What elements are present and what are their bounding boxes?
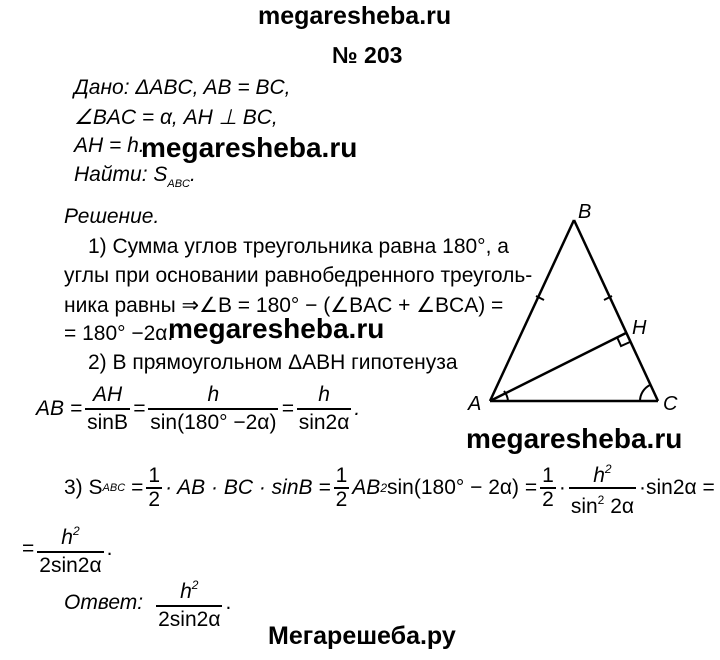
eq3b-den: 2sin2α	[39, 554, 102, 577]
eq3-start: 3) S	[64, 476, 103, 499]
eq3-f4-den-sin: sin	[570, 495, 598, 518]
answer-fraction	[156, 572, 222, 633]
step1-line-2: углы при основании равнобедренного треуголь-	[64, 264, 533, 287]
eq3-f1-den: 2	[148, 488, 161, 511]
eq3-f4-den-sup: 2	[597, 493, 605, 507]
eq2-end: .	[354, 397, 361, 420]
eq3b-num-h: h	[61, 526, 73, 549]
watermark-top: megaresheba.ru	[258, 2, 452, 30]
eq3-fraction-1	[146, 465, 162, 511]
step2-text: 2) В прямоугольном ΔABH гипотенуза	[88, 351, 458, 374]
watermark-mid-3: megaresheba.ru	[466, 423, 683, 454]
eq3-dot: ·	[558, 476, 566, 499]
eq2-f3-num: h	[297, 382, 352, 410]
equation-area	[64, 458, 715, 518]
eq3-fraction-4	[569, 458, 636, 518]
vertex-label-a: A	[468, 393, 482, 415]
find-end: .	[190, 163, 196, 186]
answer-num	[156, 572, 222, 607]
eq3-f4-den-end: 2α	[604, 495, 635, 518]
vertex-label-c: C	[663, 393, 678, 415]
equation-ab	[36, 382, 360, 436]
eq2-f1-den: sinB	[87, 411, 128, 434]
given-line-2: ∠BAC = α, AH ⊥ BC,	[74, 106, 278, 129]
watermark-bottom: Мегарешеба.ру	[268, 622, 456, 650]
eq3b-start: =	[22, 536, 35, 560]
answer-end: .	[225, 590, 232, 614]
eq2-fraction-1	[85, 382, 130, 436]
eq3-f2-num: 1	[335, 464, 348, 487]
eq2-f2-den: sin(180° −2α)	[150, 411, 277, 434]
eq3-fraction-3	[540, 465, 556, 511]
eq3-f4-den	[569, 489, 636, 518]
eq2-equals-a: =	[132, 397, 146, 420]
eq3-f3-num: 1	[542, 464, 554, 487]
problem-number: № 203	[332, 42, 403, 68]
eq2-f2-num: h	[148, 382, 278, 410]
eq3-tail: ·sin2α =	[639, 476, 715, 499]
eq3b-num	[37, 518, 103, 553]
eq2-f3-den: sin2α	[298, 411, 350, 434]
answer	[64, 572, 231, 633]
step1-line-3: ника равны ⇒∠B = 180° − (∠BAC + ∠BCA) =	[64, 294, 504, 317]
altitude-ah	[490, 333, 626, 401]
eq3b-end: .	[106, 536, 113, 560]
eq3-mid-2-sup: 2	[380, 481, 387, 495]
step1-line-1: 1) Сумма углов треугольника равна 180°, а	[88, 235, 509, 258]
eq3-f1-num: 1	[148, 464, 161, 487]
eq2-fraction-2	[148, 382, 278, 436]
given-line-3: AH = h.	[74, 134, 145, 157]
vertex-label-b: B	[578, 201, 592, 223]
eq3b-fraction	[37, 518, 103, 579]
eq3-equals: =	[131, 476, 144, 499]
given-line-1: Дано: ΔABC, AB = BC,	[74, 76, 291, 99]
solution-heading: Решение.	[64, 205, 160, 228]
eq2-f1-num: AH	[85, 382, 130, 410]
eq3-f4-num-h: h	[593, 464, 605, 487]
eq3-sub: ABC	[102, 482, 126, 494]
find-subscript: ABC	[167, 178, 190, 190]
watermark-mid-2: megaresheba.ru	[168, 313, 385, 344]
angle-arc-c	[640, 385, 650, 401]
eq3-f3-den: 2	[542, 488, 554, 511]
eq3-mid-1: · AB · BC · sinB =	[165, 476, 331, 499]
eq2-lhs: AB =	[36, 397, 83, 420]
answer-den: 2sin2α	[158, 608, 221, 631]
step1-line-4: = 180° −2α.	[64, 322, 174, 345]
eq3-f2-den: 2	[335, 488, 348, 511]
given-find	[74, 163, 196, 190]
side-ab	[490, 220, 574, 401]
watermark-mid-1: megaresheba.ru	[141, 132, 358, 163]
eq2-fraction-3	[297, 382, 352, 436]
triangle-figure	[460, 200, 700, 420]
eq2-equals-b: =	[281, 397, 294, 420]
eq3-f4-num	[569, 458, 636, 489]
side-bc	[574, 220, 658, 401]
eq3b-num-sup: 2	[72, 524, 80, 538]
eq3-f4-num-sup: 2	[604, 462, 612, 476]
equation-area-result	[22, 518, 112, 579]
vertex-label-h: H	[632, 317, 647, 339]
answer-num-sup: 2	[191, 578, 199, 592]
answer-num-h: h	[180, 580, 192, 603]
answer-label: Ответ:	[64, 590, 144, 614]
eq3-fraction-2	[334, 465, 350, 511]
eq3-mid-2: AB	[352, 476, 381, 499]
eq3-mid-3: sin(180° − 2α) =	[387, 476, 538, 499]
find-label: Найти: S	[74, 163, 168, 186]
